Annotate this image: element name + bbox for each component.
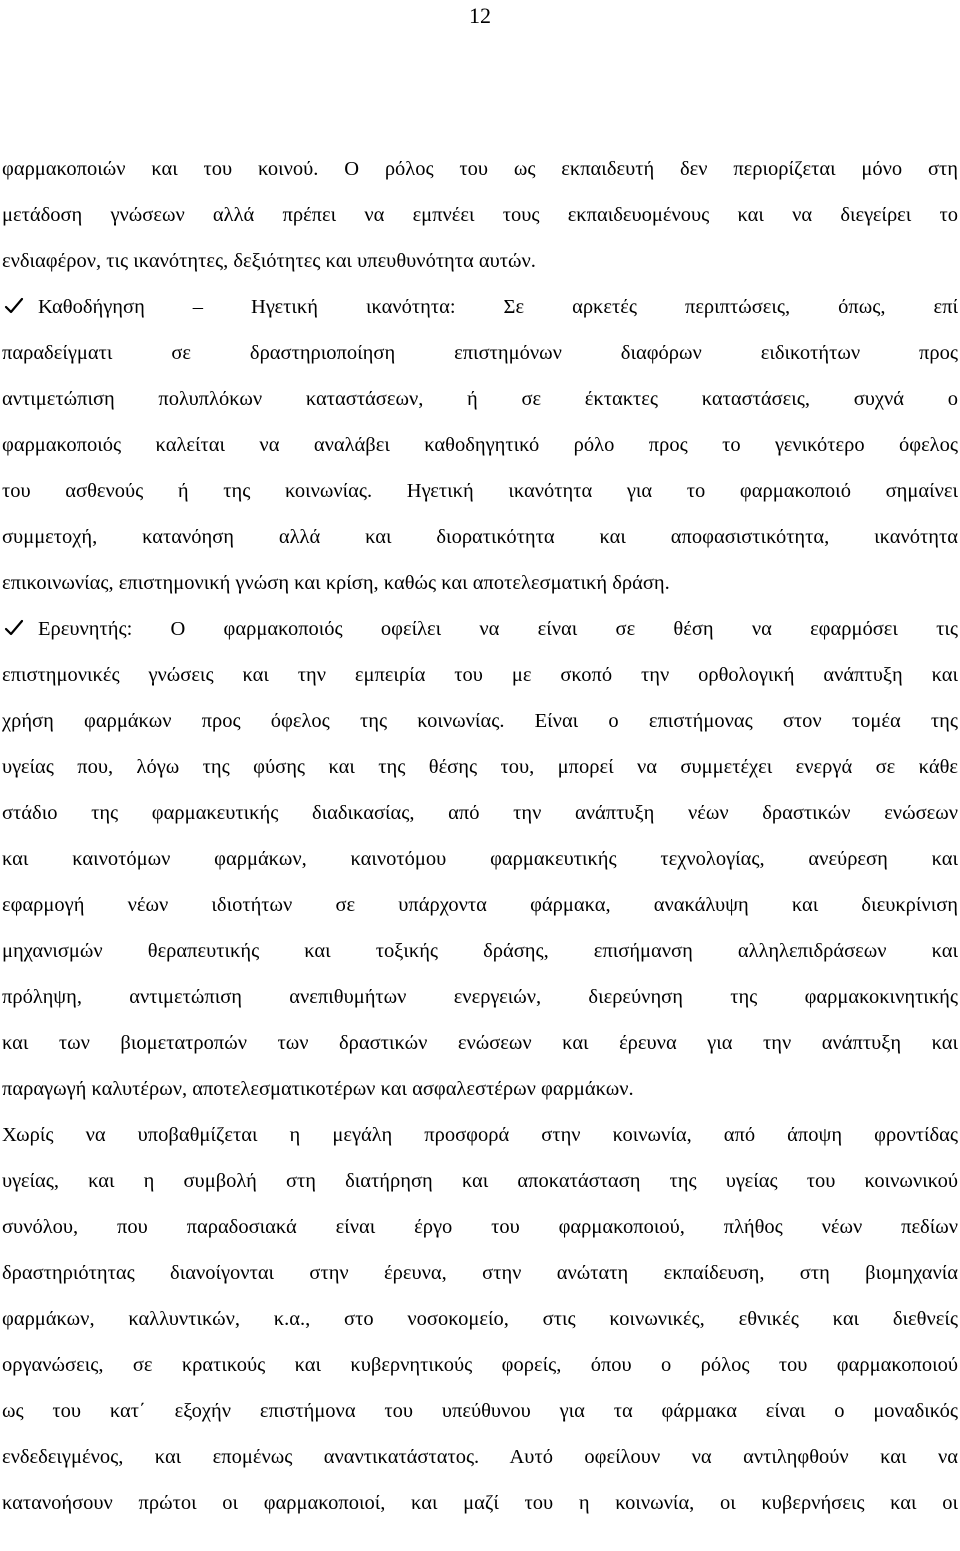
text-line — [2, 1388, 958, 1434]
text-line-content: Χωρίς να υποβαθμίζεται η μεγάλη προσφορά στην κοινωνία, από άποψη φροντίδας — [2, 1124, 958, 1146]
text-line — [2, 1434, 958, 1480]
text-line-content: παραδείγματι σε δραστηριοποίηση επιστημόνων διαφόρων ειδικοτήτων προς — [2, 342, 958, 364]
page-number: 12 — [469, 3, 491, 28]
text-line-content: φαρμάκων, καλλυντικών, κ.α., στο νοσοκομείο, στις κοινωνικές, εθνικές και διεθνείς — [2, 1308, 958, 1330]
text-line — [2, 1112, 958, 1158]
text-line — [2, 1480, 958, 1526]
text-line-content: συνόλου, που παραδοσιακά είναι έργο του φαρμακοποιού, πλήθος νέων πεδίων — [2, 1216, 958, 1238]
text-line — [2, 928, 958, 974]
checkmark-icon — [4, 619, 24, 637]
text-line-content: Καθοδήγηση – Ηγετική ικανότητα: Σε αρκετές περιπτώσεις, όπως, επί — [38, 296, 958, 318]
text-line-content: ενδιαφέρον, τις ικανότητες, δεξιότητες και υπευθυνότητα αυτών. — [2, 250, 536, 272]
text-line-content: παραγωγή καλυτέρων, αποτελεσματικοτέρων και ασφαλεστέρων φαρμάκων. — [2, 1078, 634, 1100]
text-line — [2, 790, 958, 836]
text-line — [2, 1204, 958, 1250]
text-line — [2, 1020, 958, 1066]
text-line — [2, 468, 958, 514]
text-line-content: υγείας που, λόγω της φύσης και της θέσης του, μπορεί να συμμετέχει ενεργά σε κάθε — [2, 756, 958, 778]
text-line — [2, 1296, 958, 1342]
text-line — [2, 146, 958, 192]
text-line — [2, 1158, 958, 1204]
text-line — [2, 744, 958, 790]
text-line-content: ενδεδειγμένος, και επομένως αναντικατάστατος. Αυτό οφείλουν να αντιληφθούν και να — [2, 1446, 958, 1468]
text-line — [2, 1250, 958, 1296]
text-line-content: στάδιο της φαρμακευτικής διαδικασίας, από την ανάπτυξη νέων δραστικών ενώσεων — [2, 802, 958, 824]
text-line-content: επιστημονικές γνώσεις και την εμπειρία του με σκοπό την ορθολογική ανάπτυξη και — [2, 664, 958, 686]
text-line-content: μηχανισμών θεραπευτικής και τοξικής δράσης, επισήμανση αλληλεπιδράσεων και — [2, 940, 958, 962]
text-line-content: ως του κατ΄ εξοχήν επιστήμονα του υπεύθυνου για τα φάρμακα είναι ο μοναδικός — [2, 1400, 958, 1422]
text-line — [2, 330, 958, 376]
text-line-content: και καινοτόμων φαρμάκων, καινοτόμου φαρμακευτικής τεχνολογίας, ανεύρεση και — [2, 848, 958, 870]
text-line-content: του ασθενούς ή της κοινωνίας. Ηγετική ικανότητα για το φαρμακοποιό σημαίνει — [2, 480, 958, 502]
text-line-content: χρήση φαρμάκων προς όφελος της κοινωνίας. Είναι ο επιστήμονας στον τομέα της — [2, 710, 958, 732]
text-line-content: αντιμετώπιση πολυπλόκων καταστάσεων, ή σε έκτακτες καταστάσεις, συχνά ο — [2, 388, 958, 410]
text-line-content: επικοινωνίας, επιστημονική γνώση και κρίση, καθώς και αποτελεσματική δράση. — [2, 572, 670, 594]
text-line — [2, 514, 958, 560]
text-line-content: πρόληψη, αντιμετώπιση ανεπιθυμήτων ενεργειών, διερεύνηση της φαρμακοκινητικής — [2, 986, 958, 1008]
text-line-content: συμμετοχή, κατανόηση αλλά και διορατικότητα και αποφασιστικότητα, ικανότητα — [2, 526, 958, 548]
text-line — [2, 1066, 958, 1112]
text-line — [2, 652, 958, 698]
text-line-content: υγείας, και η συμβολή στη διατήρηση και αποκατάσταση της υγείας του κοινωνικού — [2, 1170, 958, 1192]
text-line-content: κατανοήσουν πρώτοι οι φαρμακοποιοί, και μαζί του η κοινωνία, οι κυβερνήσεις και οι — [2, 1492, 958, 1514]
text-line — [2, 1342, 958, 1388]
text-line — [2, 836, 958, 882]
text-line — [2, 376, 958, 422]
text-line-content: φαρμακοποιός καλείται να αναλάβει καθοδηγητικό ρόλο προς το γενικότερο όφελος — [2, 434, 958, 456]
text-line — [2, 974, 958, 1020]
text-line-content: δραστηριότητας διανοίγονται στην έρευνα, στην ανώτατη εκπαίδευση, στη βιομηχανία — [2, 1262, 958, 1284]
text-line — [2, 192, 958, 238]
text-line — [2, 882, 958, 928]
text-line-content: φαρμακοποιών και του κοινού. Ο ρόλος του ως εκπαιδευτή δεν περιορίζεται μόνο στη — [2, 158, 958, 180]
text-line — [2, 238, 958, 284]
text-line — [2, 606, 958, 652]
text-line-content: Ερευνητής: Ο φαρμακοποιός οφείλει να είναι σε θέση να εφαρμόσει τις — [38, 618, 958, 640]
text-line-content: οργανώσεις, σε κρατικούς και κυβερνητικούς φορείς, όπου ο ρόλος του φαρμακοποιού — [2, 1354, 958, 1376]
text-line-content: μετάδοση γνώσεων αλλά πρέπει να εμπνέει τους εκπαιδευομένους και να διεγείρει το — [2, 204, 958, 226]
checkmark-icon — [4, 297, 24, 315]
body-text — [2, 146, 958, 1526]
text-line — [2, 698, 958, 744]
text-line-content: εφαρμογή νέων ιδιοτήτων σε υπάρχοντα φάρμακα, ανακάλυψη και διευκρίνιση — [2, 894, 958, 916]
text-line — [2, 284, 958, 330]
text-line-content: και των βιομετατροπών των δραστικών ενώσεων και έρευνα για την ανάπτυξη και — [2, 1032, 958, 1054]
text-line — [2, 560, 958, 606]
text-line — [2, 422, 958, 468]
